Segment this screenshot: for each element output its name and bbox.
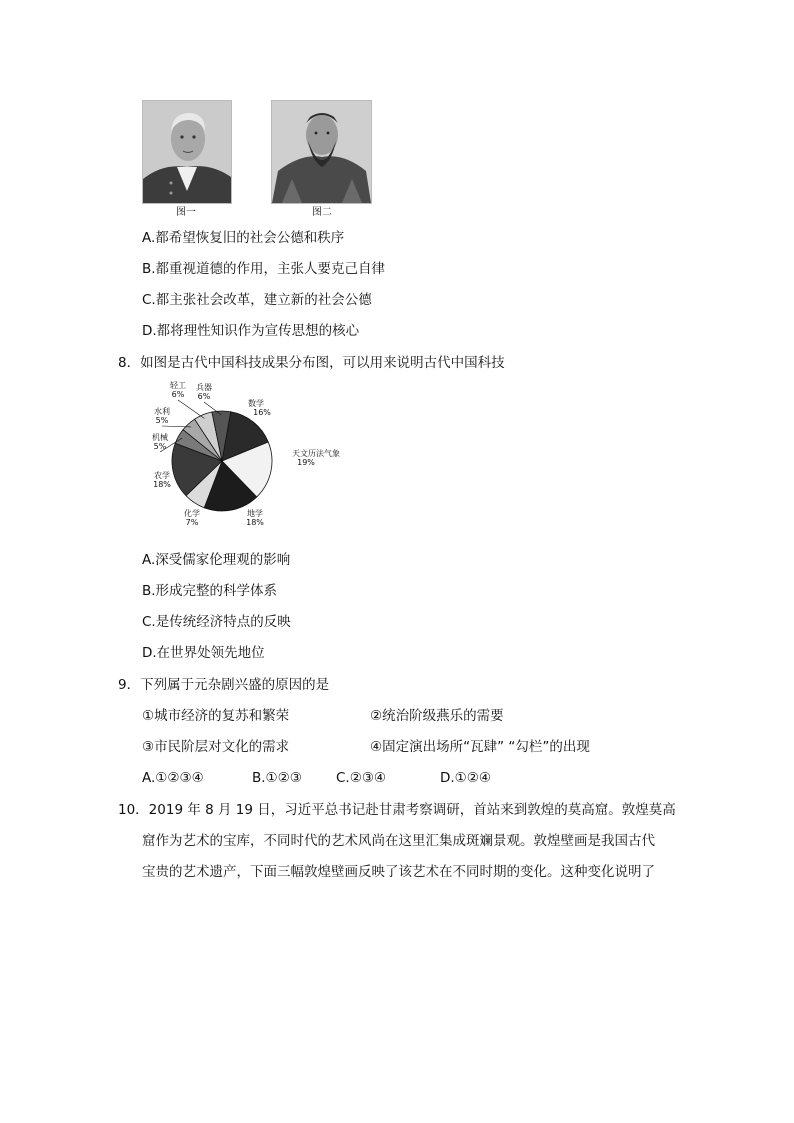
q8-option-c: C.是传统经济特点的反映 — [142, 614, 291, 630]
q8-option-d: D.在世界处领先地位 — [142, 645, 265, 661]
q7-option-a: A.都希望恢复旧的社会公德和秩序 — [142, 230, 345, 246]
portrait-figure-2 — [271, 100, 372, 204]
q9-choice-c: C.②③④ — [336, 770, 387, 786]
q8-option-a: A.深受儒家伦理观的影响 — [142, 552, 291, 568]
pie-slice-label: 轻工 — [170, 381, 186, 390]
pie-slice-label: 水利 — [154, 407, 170, 416]
q9-item-1: ①城市经济的复苏和繁荣 — [142, 708, 290, 724]
pie-slice-label: 化学 — [184, 509, 200, 518]
pie-slice-value: 19% — [297, 458, 315, 467]
tech-distribution-pie-chart — [140, 380, 360, 535]
pie-slice-value: 5% — [155, 416, 169, 425]
q7-option-b: B.都重视道德的作用，主张人要克己自律 — [142, 261, 386, 277]
portrait-figure-1 — [142, 100, 232, 204]
pie-slice-value: 5% — [153, 442, 167, 451]
q10-line-1: 10．2019 年 8 月 19 日，习近平总书记赴甘肃考察调研，首站来到敦煌的莫高窟。敦煌莫高 — [118, 802, 676, 818]
pie-slice-label: 地学 — [247, 509, 263, 518]
pie-slice-label: 机械 — [152, 433, 168, 442]
pie-slice-value: 18% — [153, 480, 171, 489]
q9-choice-d: D.①②④ — [440, 770, 491, 786]
q7-option-d: D.都将理性知识作为宣传思想的核心 — [142, 323, 360, 339]
q10-line-3: 宝贵的艺术遗产，下面三幅敦煌壁画反映了该艺术在不同时期的变化。这种变化说明了 — [142, 864, 655, 880]
q9-stem: 9．下列属于元杂剧兴盛的原因的是 — [118, 677, 330, 693]
pie-slice-value: 7% — [185, 518, 199, 527]
figure-1-caption: 图一 — [176, 207, 196, 218]
q7-option-c: C.都主张社会改革，建立新的社会公德 — [142, 292, 372, 308]
q9-item-3: ③市民阶层对文化的需求 — [142, 739, 290, 755]
q9-choice-b: B.①②③ — [252, 770, 302, 786]
q8-stem: 8．如图是古代中国科技成果分布图，可以用来说明古代中国科技 — [118, 355, 505, 371]
q10-line-2: 窟作为艺术的宝库，不同时代的艺术风尚在这里汇集成斑斓景观。敦煌壁画是我国古代 — [142, 833, 655, 849]
q8-option-b: B.形成完整的科学体系 — [142, 583, 278, 599]
q9-choice-a: A.①②③④ — [142, 770, 204, 786]
pie-slice-label: 数学 — [248, 399, 264, 408]
pie-slice-value: 16% — [253, 408, 271, 417]
pie-slice-value: 18% — [246, 518, 264, 527]
pie-slice-value: 6% — [197, 392, 211, 401]
pie-leader-line — [178, 400, 204, 418]
q9-item-2: ②统治阶级燕乐的需要 — [370, 708, 504, 724]
q9-item-4: ④固定演出场所“瓦肆” “勾栏”的出现 — [370, 739, 590, 755]
figure-2-caption: 图二 — [312, 207, 332, 218]
pie-slice-label: 天文历法气象 — [292, 449, 340, 458]
pie-slice-value: 6% — [171, 390, 185, 399]
pie-slice-label: 农学 — [154, 471, 170, 480]
pie-slice-label: 兵器 — [196, 383, 212, 392]
